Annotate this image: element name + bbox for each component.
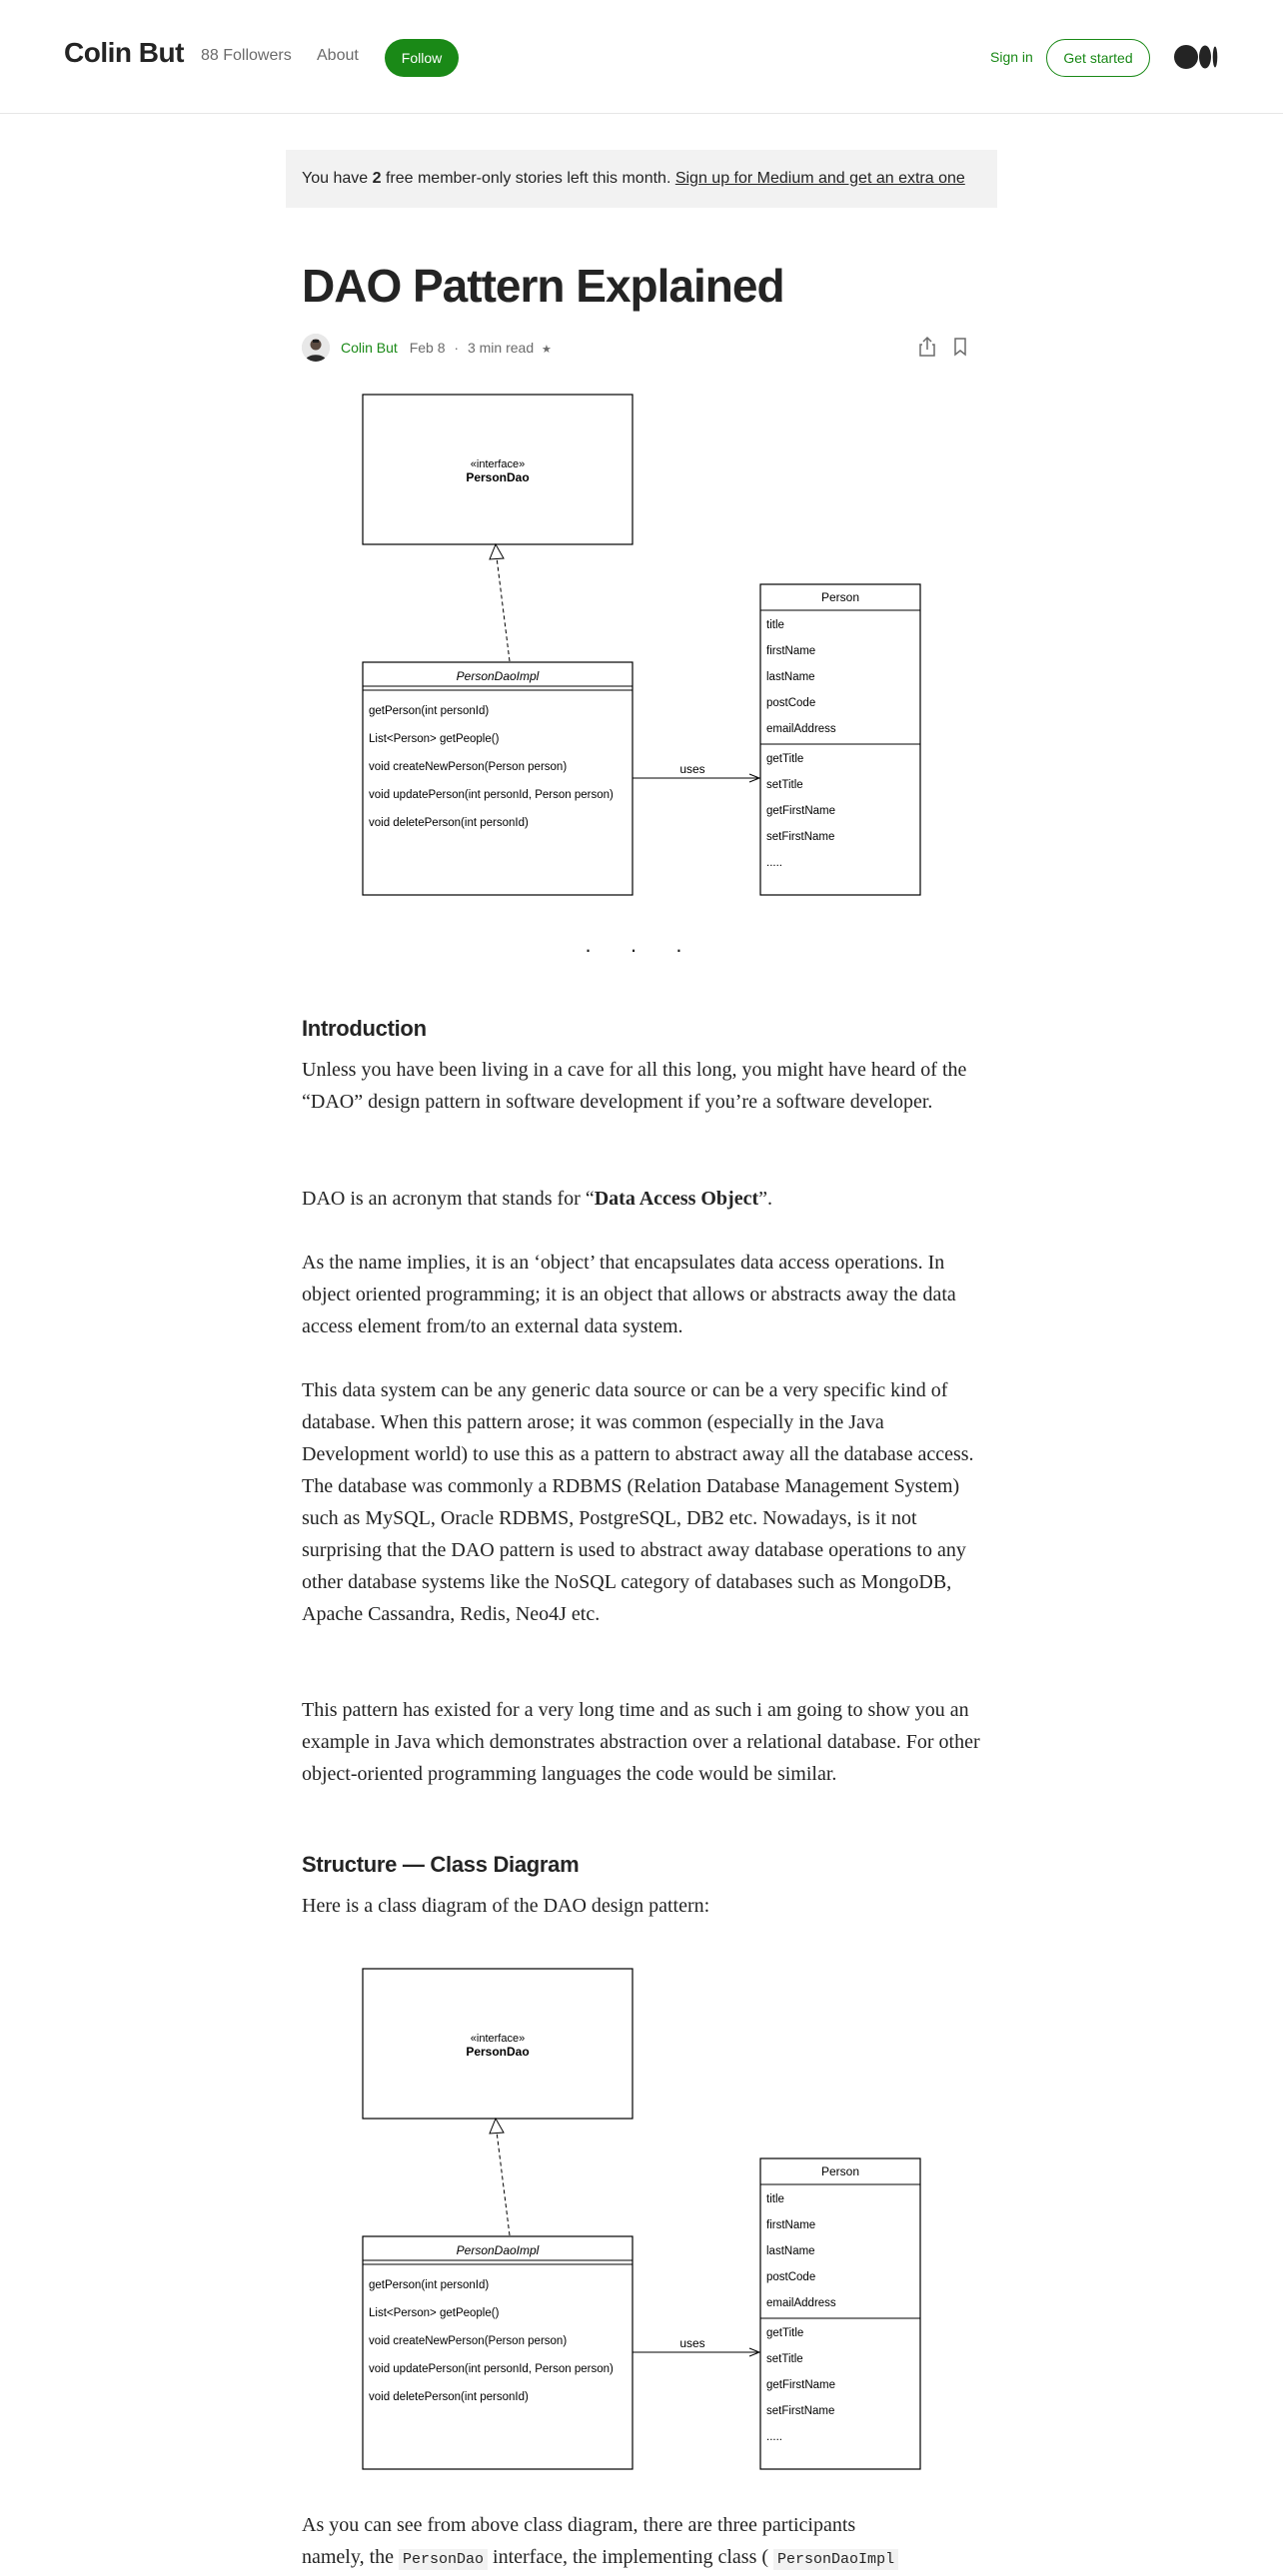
code-persondaoimpl: PersonDaoImpl bbox=[773, 2549, 898, 2570]
banner-text-prefix: You have bbox=[302, 170, 373, 187]
realization-line bbox=[497, 557, 510, 661]
follow-button[interactable]: Follow bbox=[385, 39, 459, 77]
banner-story-count: 2 bbox=[372, 170, 382, 187]
person-method: ..... bbox=[766, 2431, 782, 2443]
followers-link[interactable]: 88 Followers bbox=[201, 47, 292, 64]
person-field: postCode bbox=[766, 697, 816, 709]
read-time: 3 min read bbox=[467, 340, 535, 356]
publication-brand-link[interactable]: Colin But bbox=[64, 37, 184, 68]
class-diagram-structure bbox=[360, 1966, 923, 2473]
banner-signup-link[interactable]: Sign up for Medium and get an extra one bbox=[674, 170, 965, 187]
avatar-portrait-icon bbox=[302, 334, 330, 362]
interface-name: PersonDao bbox=[466, 470, 530, 484]
person-method: getFirstName bbox=[766, 2379, 836, 2391]
paragraph-7 bbox=[302, 2509, 981, 2576]
impl-box bbox=[363, 2236, 633, 2469]
impl-box bbox=[363, 662, 633, 895]
meta-dot: · bbox=[454, 340, 460, 356]
person-field: title bbox=[766, 619, 784, 631]
share-icon[interactable] bbox=[916, 335, 938, 359]
impl-method: void updatePerson(int personId, Person person) bbox=[369, 789, 614, 801]
paragraph-6: Here is a class diagram of the DAO design pattern: bbox=[302, 1895, 710, 1917]
sign-in-link[interactable]: Sign in bbox=[990, 49, 1033, 65]
publish-date: Feb 8 bbox=[409, 340, 446, 356]
bookmark-icon[interactable] bbox=[949, 335, 971, 359]
realization-arrowhead bbox=[490, 2119, 504, 2134]
paragraph-2-post: ”. bbox=[758, 1188, 773, 1210]
person-field: emailAddress bbox=[766, 2297, 836, 2309]
person-field: lastName bbox=[766, 2245, 815, 2257]
interface-name: PersonDao bbox=[466, 2045, 530, 2059]
article-title: DAO Pattern Explained bbox=[302, 260, 784, 312]
paragraph-7-line1: As you can see from above class diagram, there are three participants bbox=[302, 2514, 856, 2536]
person-field: lastName bbox=[766, 671, 815, 683]
person-method: setFirstName bbox=[766, 831, 835, 843]
person-field: title bbox=[766, 2193, 784, 2205]
impl-method: List<Person> getPeople() bbox=[369, 733, 500, 745]
paragraph-2-pre: DAO is an acronym that stands for “ bbox=[302, 1188, 595, 1210]
code-persondao: PersonDao bbox=[399, 2549, 488, 2570]
impl-method: void deletePerson(int personId) bbox=[369, 2391, 529, 2403]
paragraph-4: This data system can be any generic data source or can be a very specific kind of database. When this pattern arose; it was common (especially in the Java Development world) to use this as a pattern to abstract away all the database access. The database was commonly a RDBMS (Relation Database Management System) such as MySQL, Oracle RDBMS, PostgreSQL, DB2 etc. Nowadays, is it not surprising that the DAO pattern is used to abstract away database operations to any other database systems like the NoSQL category of databases such as MongoDB, Apache Cassandra, Redis, Neo4J etc. bbox=[302, 1379, 974, 1625]
person-field: firstName bbox=[766, 2219, 816, 2231]
impl-name: PersonDaoImpl bbox=[456, 669, 540, 683]
impl-method: getPerson(int personId) bbox=[369, 705, 490, 717]
person-box bbox=[760, 584, 920, 895]
paragraph-2-bold: Data Access Object bbox=[594, 1188, 759, 1210]
impl-method: List<Person> getPeople() bbox=[369, 2307, 500, 2319]
uses-label: uses bbox=[679, 762, 705, 776]
person-method: setTitle bbox=[766, 779, 803, 791]
top-navigation-bar bbox=[0, 0, 1283, 114]
person-method: getTitle bbox=[766, 2327, 804, 2339]
section-separator: · · · bbox=[584, 937, 699, 962]
medium-logo-icon[interactable] bbox=[1174, 45, 1218, 69]
person-method: setFirstName bbox=[766, 2405, 835, 2417]
paragraph-1: Unless you have been living in a cave for all this long, you might have heard of the “DAO” design pattern in software development if you’re a software developer. bbox=[302, 1059, 967, 1113]
realization-line bbox=[497, 2132, 510, 2235]
impl-name: PersonDaoImpl bbox=[456, 2243, 540, 2257]
realization-arrowhead bbox=[490, 544, 504, 559]
banner-text-middle: free member-only stories left this month. bbox=[381, 170, 675, 187]
interface-stereotype: «interface» bbox=[470, 2033, 526, 2045]
avatar[interactable] bbox=[302, 334, 330, 362]
person-box bbox=[760, 2158, 920, 2469]
impl-method: void updatePerson(int personId, Person person) bbox=[369, 2363, 614, 2375]
person-field: emailAddress bbox=[766, 723, 836, 735]
person-name: Person bbox=[820, 2164, 860, 2178]
member-stories-banner bbox=[286, 150, 997, 208]
heading-structure: Structure — Class Diagram bbox=[302, 1852, 580, 1877]
person-name: Person bbox=[820, 590, 860, 604]
paragraph-7-line2-a: namely, the bbox=[302, 2546, 400, 2568]
impl-method: void createNewPerson(Person person) bbox=[369, 2335, 568, 2347]
person-method: getFirstName bbox=[766, 805, 836, 817]
article-meta bbox=[341, 340, 552, 356]
paragraph-5: This pattern has existed for a very long time and as such i am going to show you an example in Java which demonstrates abstraction over a relational database. For other object-oriented programming languages the code would be similar. bbox=[302, 1699, 980, 1785]
person-field: postCode bbox=[766, 2271, 816, 2283]
impl-method: void deletePerson(int personId) bbox=[369, 817, 529, 829]
impl-method: getPerson(int personId) bbox=[369, 2279, 490, 2291]
paragraph-2 bbox=[302, 1183, 981, 1215]
paragraph-7-line2-b: interface, the implementing class ( bbox=[488, 2546, 774, 2568]
impl-method: void createNewPerson(Person person) bbox=[369, 761, 568, 773]
person-method: ..... bbox=[766, 857, 782, 869]
person-field: firstName bbox=[766, 645, 816, 657]
heading-introduction: Introduction bbox=[302, 1016, 427, 1041]
interface-stereotype: «interface» bbox=[470, 458, 526, 470]
person-method: setTitle bbox=[766, 2353, 803, 2365]
uses-label: uses bbox=[679, 2336, 705, 2350]
get-started-button[interactable]: Get started bbox=[1046, 39, 1150, 77]
class-diagram-top bbox=[360, 392, 923, 899]
person-method: getTitle bbox=[766, 753, 804, 765]
paragraph-3: As the name implies, it is an ‘object’ that encapsulates data access operations. In object oriented programming; it is an object that allows or abstracts away the data access element from/to an external data system. bbox=[302, 1252, 956, 1337]
author-link[interactable]: Colin But bbox=[341, 340, 398, 356]
member-star-icon: ★ bbox=[542, 344, 552, 356]
about-link[interactable]: About bbox=[317, 47, 359, 64]
